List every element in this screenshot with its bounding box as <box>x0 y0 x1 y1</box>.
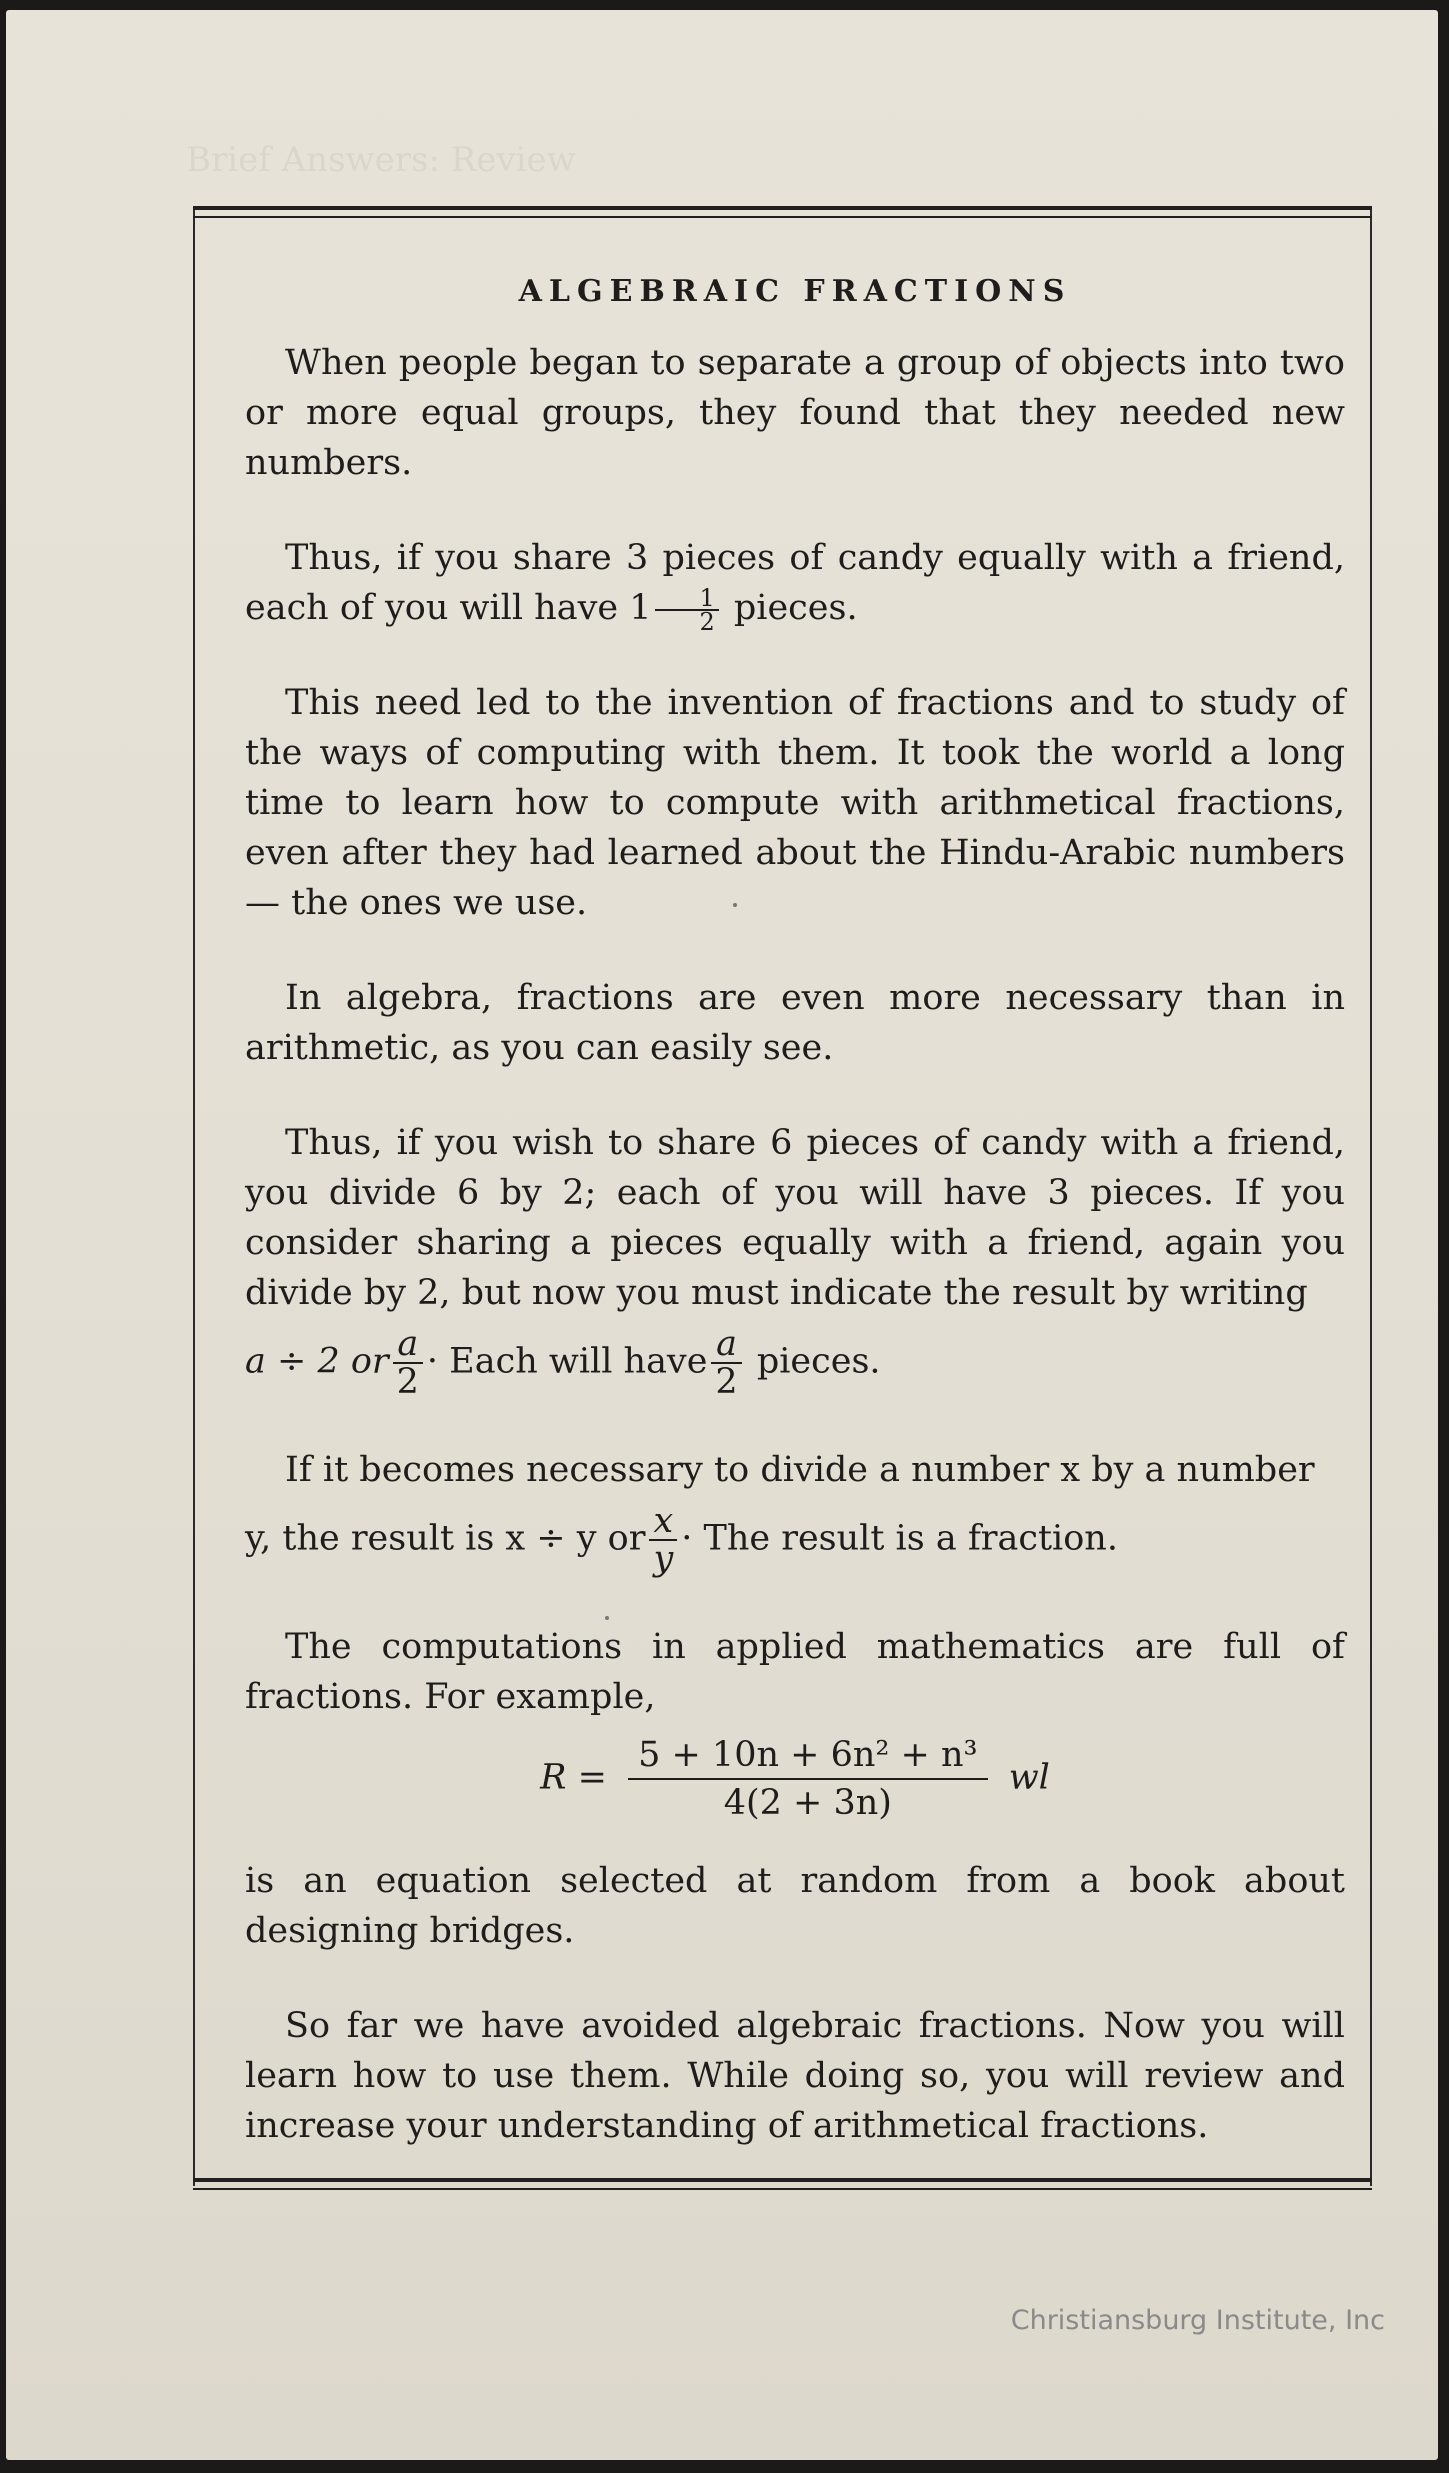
paragraph-3: This need led to the invention of fractions and to study of the ways of computing with them. It took the world a long time to learn how to compute with arithmetical fractions, even after they had learned about the Hindu-Arabic numbers — the ones we use. <box>245 683 1345 923</box>
equation-rhs: wl <box>1008 1757 1050 1798</box>
two-denominator-2: 2 <box>715 1362 738 1402</box>
p2-text: Thus, if you share 3 pieces of candy equally with a friend, each of you will have 1 <box>245 538 1345 628</box>
p5-expression-line <box>245 1326 881 1400</box>
p5-text: Thus, if you wish to share 6 pieces of candy with a friend, you divide 6 by 2; each of you will have 3 pieces. If you consider sharing a pieces equally with a friend, again you divide by 2, but now you must indicate the result by writing <box>245 1123 1345 1313</box>
a-numerator-2: a <box>711 1326 741 1364</box>
paragraph-5 <box>245 1118 1345 1400</box>
p5-after: pieces. <box>745 1341 881 1382</box>
top-rule <box>193 206 1372 218</box>
paper-speck <box>733 903 737 907</box>
equation-fraction <box>628 1732 988 1826</box>
half-fraction <box>655 583 718 636</box>
y-denominator: y <box>653 1539 674 1579</box>
a-over-2-fraction-2 <box>711 1326 741 1400</box>
bridge-equation <box>245 1732 1345 1826</box>
paper-speck <box>605 1616 609 1620</box>
p6-after: · The result is a fraction. <box>681 1518 1118 1559</box>
article <box>245 270 1345 2196</box>
p6-line2: y, the result is x ÷ y or <box>245 1518 646 1559</box>
p6-expression-line <box>245 1503 1118 1577</box>
equation-denominator: 4(2 + 3n) <box>723 1783 892 1823</box>
x-over-y-fraction <box>649 1503 677 1577</box>
paragraph-2 <box>245 533 1345 636</box>
a-numerator: a <box>393 1326 423 1364</box>
p5-expr: a ÷ 2 or <box>245 1341 389 1382</box>
half-numerator: 1 <box>655 587 718 611</box>
p5-mid: · Each will have <box>426 1341 708 1382</box>
equation-lhs: R = <box>540 1757 607 1798</box>
equation-numerator: 5 + 10n + 6n² + n³ <box>628 1732 988 1780</box>
paragraph-8: is an equation selected at random from a book about designing bridges. <box>245 1861 1345 1951</box>
two-denominator: 2 <box>396 1362 419 1402</box>
x-numerator: x <box>649 1503 677 1541</box>
paragraph-7: The computations in applied mathematics are full of fractions. For example, <box>245 1627 1345 1717</box>
paragraph-1: When people began to separate a group of objects into two or more equal groups, they found that they needed new numbers. <box>245 343 1345 483</box>
half-denominator: 2 <box>699 607 715 636</box>
paragraph-9: So far we have avoided algebraic fractions. Now you will learn how to use them. While doing so, you will review and increase your understanding of arithmetical fractions. <box>245 2006 1345 2146</box>
p2-after: pieces. <box>722 588 858 628</box>
p6-text: If it becomes necessary to divide a number x by a number <box>285 1450 1315 1490</box>
watermark: Christiansburg Institute, Inc <box>1010 2305 1385 2336</box>
paragraph-4: In algebra, fractions are even more necessary than in arithmetic, as you can easily see. <box>245 978 1345 1068</box>
a-over-2-fraction <box>393 1326 423 1400</box>
page-title: ALGEBRAIC FRACTIONS <box>518 274 1072 309</box>
paragraph-6 <box>245 1445 1345 1577</box>
bleed-through-text: Brief Answers: Review <box>186 140 576 180</box>
